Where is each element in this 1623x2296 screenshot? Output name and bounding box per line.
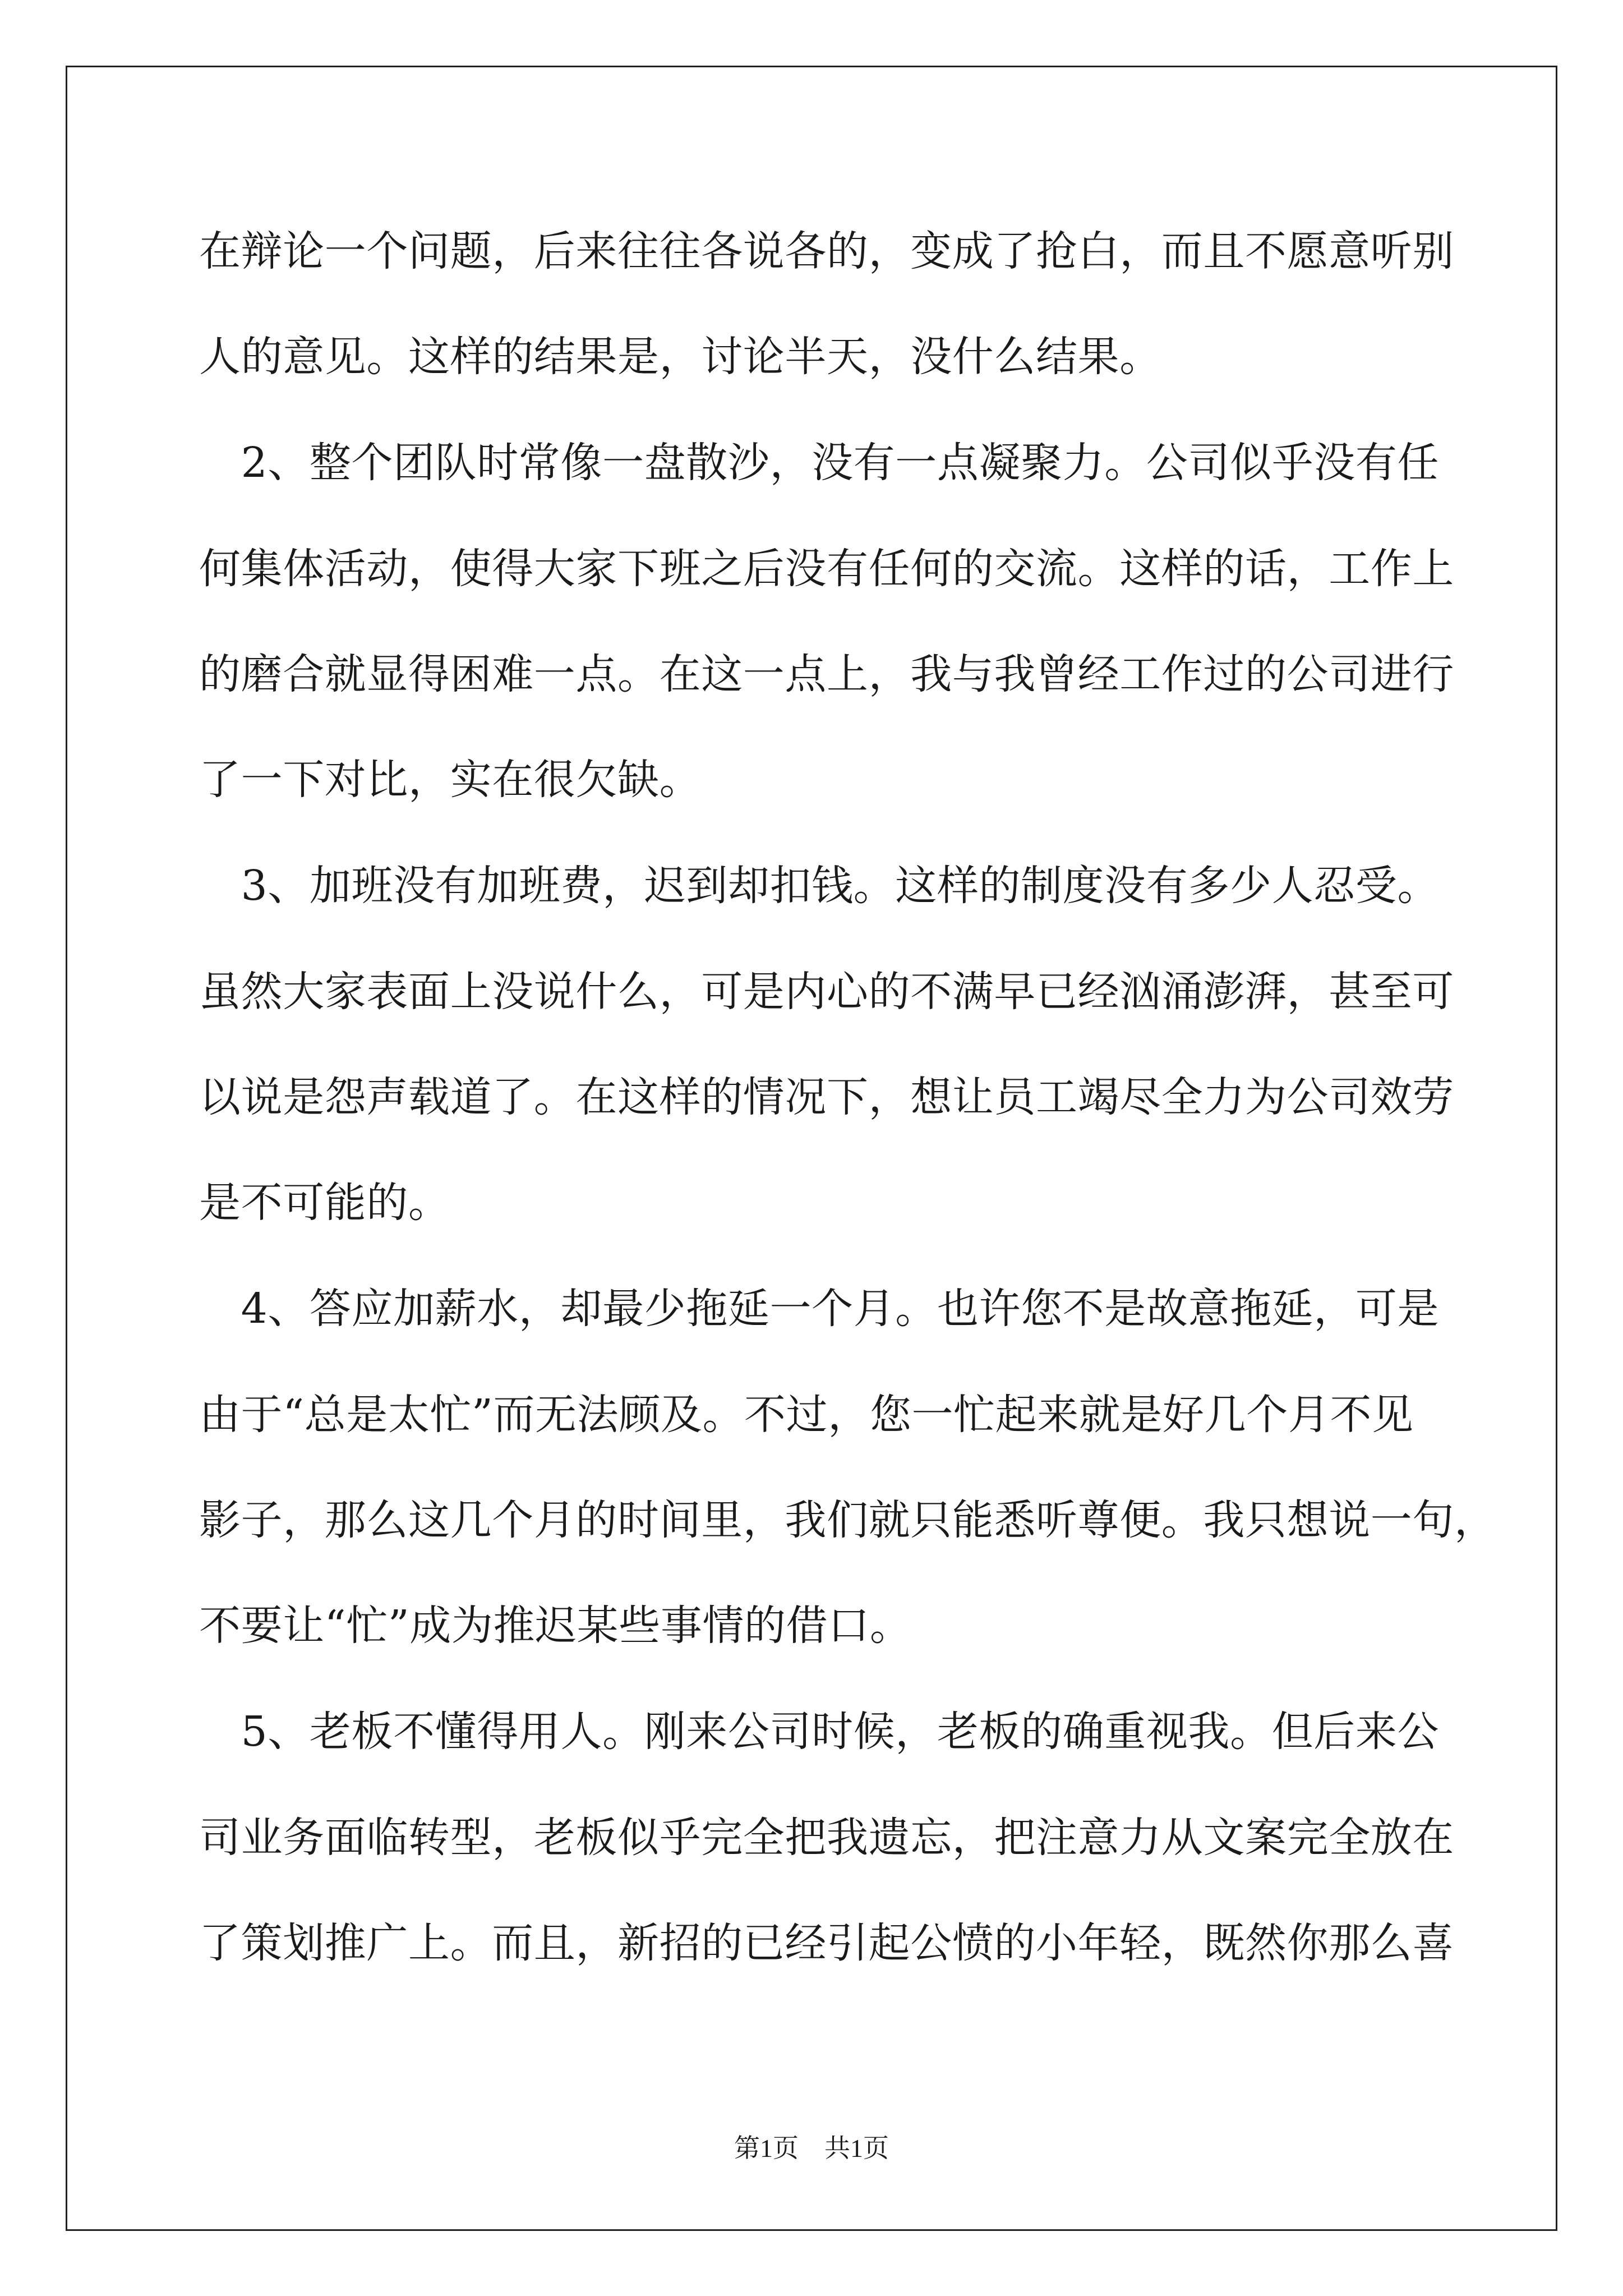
text-line: 5、老板不懂得用人。刚来公司时候，老板的确重视我。但后来公 xyxy=(199,1708,1440,1756)
text-line: 的磨合就显得困难一点。在这一点上，我与我曾经工作过的公司进行 xyxy=(199,650,1454,698)
text-line: 影子，那么这几个月的时间里，我们就只能悉听尊便。我只想说一句， xyxy=(199,1496,1496,1544)
text-line: 在辩论一个问题，后来往往各说各的，变成了抢白，而且不愿意听别 xyxy=(199,227,1454,275)
text-line: 由于“总是太忙”而无法顾及。不过，您一忙起来就是好几个月不见 xyxy=(199,1391,1414,1439)
text-line: 人的意见。这样的结果是，讨论半天，没什么结果。 xyxy=(199,333,1161,381)
text-line: 以说是怨声载道了。在这样的情况下，想让员工竭尽全力为公司效劳 xyxy=(199,1073,1454,1121)
page-border xyxy=(66,66,1557,2231)
page-footer: 第1页 共1页 xyxy=(734,2134,889,2162)
text-line: 不要让“忙”成为推迟某些事情的借口。 xyxy=(199,1602,912,1650)
text-line: 司业务面临转型，老板似乎完全把我遗忘，把注意力从文案完全放在 xyxy=(199,1814,1454,1862)
text-line: 是不可能的。 xyxy=(199,1179,450,1227)
text-line: 2、整个团队时常像一盘散沙，没有一点凝聚力。公司似乎没有任 xyxy=(199,439,1440,487)
text-line: 3、加班没有加班费，迟到却扣钱。这样的制度没有多少人忍受。 xyxy=(199,862,1440,910)
text-line: 虽然大家表面上没说什么，可是内心的不满早已经汹涌澎湃，甚至可 xyxy=(199,968,1454,1016)
text-line: 4、答应加薪水，却最少拖延一个月。也许您不是故意拖延，可是 xyxy=(199,1285,1440,1333)
text-line: 了一下对比，实在很欠缺。 xyxy=(199,756,702,804)
text-line: 了策划推广上。而且，新招的已经引起公愤的小年轻，既然你那么喜 xyxy=(199,1919,1454,1967)
text-line: 何集体活动，使得大家下班之后没有任何的交流。这样的话，工作上 xyxy=(199,545,1454,593)
